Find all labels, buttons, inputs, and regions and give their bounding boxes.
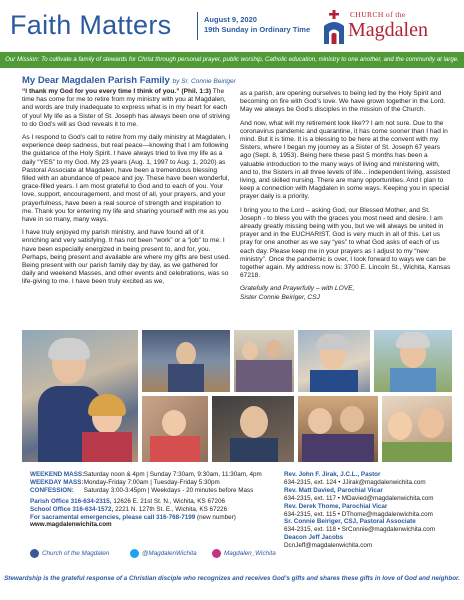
newsletter-title: Faith Matters [10,10,172,40]
parish-office-address: 12626 E. 21st St. N., Wichita, KS 67206 [113,497,225,505]
photo-phone-call [212,396,294,462]
instagram-icon [212,549,221,558]
article-author: by Sr. Connie Beiriger [172,78,236,85]
weekday-mass-row [30,479,280,487]
clergy-contact[interactable]: 634-2315, ext. 117 • MDavied@magdalenwichita.com [284,494,434,502]
photo-altar [142,330,230,392]
weekend-mass-label: WEEKEND MASS: [30,471,85,478]
parish-office-label: Parish Office 316-634-2315, [30,497,112,505]
stewardship-tagline: Stewardship is the grateful response of a Christian disciple who recognizes and receives God’s gifts and shares these gifts in love of God and neighbor. [4,575,460,582]
logo-text-small: CHURCH of the [350,10,406,19]
sacramental-emergency-row [30,514,280,522]
sacramental-note: (new number) [196,513,236,521]
weekend-mass-times: Saturday noon & 4pm | Sunday 7:30am, 9:30am, 11:30am, 4pm [83,471,262,478]
clergy-contacts [284,471,452,550]
clergy-contact[interactable]: 634-2315, ext. 124 • JJirak@magdalenwichita.com [284,478,426,486]
mission-statement: Our Mission: To cultivate a family of stewards for Christ through personal prayer, public worship, Catholic education, ministry to one another, and the community at large. [0,52,464,68]
weekend-mass-row [30,471,280,479]
clergy-name: Rev. Matt Davied, Parochial Vicar [284,486,383,494]
clergy-name: Deacon Jeff Jacobs [284,534,344,542]
article-paragraph [22,88,232,129]
instagram-link[interactable] [212,549,276,558]
article-column-left [22,88,232,292]
clergy-name: Sr. Connie Beiriger, CSJ, Pastoral Associate [284,518,416,526]
photo-children-faces [382,396,452,462]
facebook-handle: Church of the Magdalen [42,550,110,558]
clergy-entry [284,518,452,534]
masthead [0,0,464,50]
mass-schedule [30,471,280,529]
clergy-contact[interactable]: DcnJeff@magdalenwichita.com [284,542,373,550]
article-column-right [240,90,452,307]
weekday-mass-times: Monday-Friday 7:00am | Tuesday-Friday 5:30pm [83,478,220,486]
article-paragraph: I bring you to the Lord – asking God, our Blessed Mother, and St. Joseph - to bless you with the graces you most need and desire. I am already greatly missing being with you, but we will always be united in prayer and in the EUCHARIST. God is very much in all of this. Let us pray for one another as we say “yes” to what God asks of each of us each day. Please keep me in your prayers as I adjust to my “new ministry”. Once the pandemic is over, I look forward to ways we can be together again. My address now is: 3700 E. Lincoln St., Wichita, Kansas 67218. [240,206,451,280]
church-logo-icon [322,10,346,44]
article-paragraph: I have truly enjoyed my parish ministry, and have found all of it enriching and very satisfying. It has not been “work” or a “job” to me. I have been especially energized in being present to, and for, you. Perhaps, being present and available are where my gifts are best used. Being present with our parish family day by day, as we gathered for daily and weekend Masses, and other events and celebrations, was so life-giving to me. I have been truly excited as we, [22,229,231,286]
paragraph-text: The time has come for me to retire from my ministry with you at Magdalen, and words are truly inadequate to express what is in my heart for each of you! My life as a Sister of St. Joseph has always been one of striving to do God’s will as God reveals it to me. [22,88,230,128]
clergy-entry [284,471,452,487]
masthead-divider [197,12,198,40]
article-paragraph: as a parish, are opening ourselves to being led by the Holy Spirit and becoming on fire with God’s love. We have grown together in the Lord. May we always be God’s disciples in the mission of the Church. [240,90,446,114]
signature: Sister Connie Beiriger, CSJ [240,293,320,301]
clergy-name: Rev. Derek Thome, Parochial Vicar [284,502,388,510]
facebook-icon [30,549,39,558]
photo-sister-portrait [298,330,370,392]
photo-group [234,330,294,392]
photo-crafts [142,396,208,462]
lead-quote: “I thank my God for you every time I think of you.” (Phil. 1:3) [22,88,212,95]
parish-office-row [30,498,280,506]
closing-line: Gratefully and Prayerfully – with LOVE, [240,285,355,293]
twitter-icon [130,549,139,558]
school-office-address: 2221 N. 127th St. E., Wichita, KS 67226 [115,505,228,513]
social-links [22,548,322,562]
clergy-contact[interactable]: 634-2315, ext. 118 • SrConnie@magdalenwichita.com [284,526,435,534]
sacramental-emergency-label: For sacramental emergencies, please call 316-768-7199 [30,513,196,521]
photo-collage [22,330,452,462]
article-paragraph: As I respond to God’s call to retire from my daily ministry at Magdalen, I experience deep sadness, but real peace—knowing that I am following the guidance of the Holy Spirit. I have always tried to live my life as a daily “YES” to my God. My 23 years (Aug. 1, 1997 to Aug. 1, 2020) as Pastoral Associate at Magdalen, have been a tremendous blessing filled with an abundance of peace and joy. These have been wonderful, grace-filled years. I am most grateful to God and to each of you. Your love, support, encouragement, and most of all, your prayers, and your prayerfulness, have been a real source of strength and inspiration to me. Thank you for entering my life and sharing yourself with me as you have in so many, many ways. [22,134,231,224]
issue-date: August 9, 2020 [204,15,257,24]
twitter-link[interactable] [130,549,197,558]
liturgical-day: 19th Sunday in Ordinary Time [204,25,311,34]
instagram-handle: Magdalen_Wichita [224,550,276,558]
clergy-entry [284,503,452,519]
confession-row [30,487,280,495]
article-heading: My Dear Magdalen Parish Family [22,75,170,86]
website-link[interactable]: www.magdalenwichita.com [30,521,112,529]
confession-label: CONFESSION: [30,486,74,494]
logo-text-magdalen: Magdalen [348,19,428,41]
photo-two-sisters [298,396,378,462]
article-title [22,75,236,86]
photo-sister-smiling [374,330,452,392]
school-office-row [30,506,280,514]
weekday-mass-label: WEEKDAY MASS: [30,478,84,486]
clergy-entry [284,487,452,503]
signoff [240,285,452,301]
clergy-contact[interactable]: 634-2315, ext. 115 • DThome@magdalenwichita.com [284,510,433,518]
twitter-handle: @MagdalenWichita [142,550,197,558]
confession-times: Saturday 3:00-3:45pm | Weekdays - 20 minutes before Mass [83,486,254,494]
church-logo [322,8,462,46]
photo-sister-with-children [22,330,138,462]
article-paragraph: And now, what will my retirement look like?? I am not sure. Due to the coronavirus pandemic and quarantine, it has come sooner than I had in mind. But it is time. It is a blessing to be here at the convent with my Sisters, where I began my journey as a Sister of St. Joseph 67 years ago (Sept. 8, 1953). Being here these past 5 months has been a valuable introduction to the many ways of living and ministering with, and to, the Sisters in all three levels of life... independent living, assisted living, and skilled nursing. There are many opportunities. And I plan to keep a connection with Magdalen in some ways. Keeping you in special prayer daily is a priority. [240,119,451,201]
clergy-name: Rev. John F. Jirak, J.C.L., Pastor [284,471,381,478]
school-office-label: School Office 316-634-1572, [30,505,114,513]
facebook-link[interactable] [30,549,109,558]
